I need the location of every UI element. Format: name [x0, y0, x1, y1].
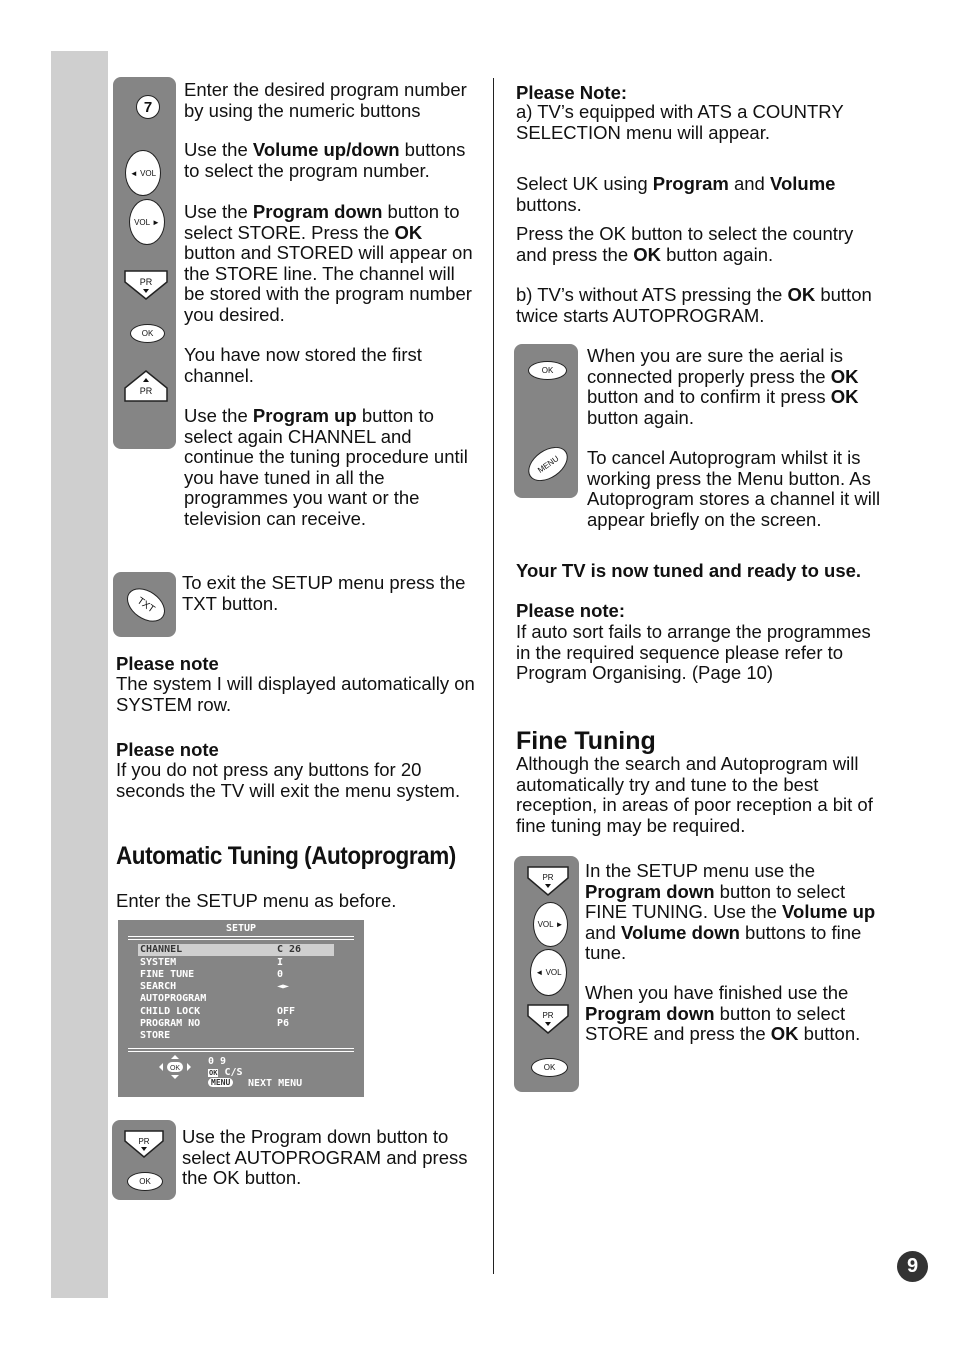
note2-text: If you do not press any buttons for 20 seconds the TV will exit the menu system. [116, 759, 461, 801]
step-program-number: Enter the desired program number by using the numeric buttons [184, 79, 467, 121]
osd-row-child-lock: CHILD LOCK OFF [140, 1006, 296, 1017]
note-ats-b: b) TV’s without ATS pressing the OK button twice starts AUTOPROGRAM. [516, 284, 872, 326]
osd-next-menu: NEXT MENU [248, 1078, 303, 1089]
osd-bottom-line-2 [128, 1051, 354, 1052]
step-program-up: Use the Program up button to select again CHANNEL and continue the tuning procedure until you have tuned in all the programmes you want or the television can receive. [184, 405, 468, 529]
autoprogram-instruction: Use the Program down button to select AUTOPROGRAM and press the OK button. [182, 1126, 468, 1188]
osd-row-store: STORE [140, 1030, 171, 1041]
osd-row-channel: CHANNEL C 26 [138, 944, 334, 956]
press-ok-text: Press the OK button to select the country and press the OK button again. [516, 223, 854, 265]
note-ats-title: Please Note: [516, 82, 628, 103]
osd-navigation-icon [158, 1054, 192, 1080]
svg-text:PR: PR [139, 277, 153, 287]
osd-row-fine-tune: FINE TUNE 0 [140, 969, 284, 980]
setup-menu-title: SETUP [225, 923, 257, 934]
osd-row-search: SEARCH ◄► [140, 981, 290, 992]
vol-left-button[interactable]: ◄ VOL [125, 150, 161, 196]
osd-menu-badge: MENU [208, 1078, 233, 1087]
osd-top-line [128, 936, 354, 937]
svg-text:PR: PR [138, 1137, 150, 1146]
select-uk-text: Select UK using Program and Volume buttons. [516, 173, 836, 215]
osd-row-system: SYSTEM I [140, 957, 284, 968]
vol-right-button-2[interactable]: VOL ► [533, 902, 568, 947]
note-ats-a: a) TV’s equipped with ATS a COUNTRY SELECTION menu will appear. [516, 101, 844, 143]
osd-ok-badge: OK [209, 1069, 218, 1077]
svg-text:PR: PR [139, 386, 153, 396]
note-autosort-text: If auto sort fails to arrange the programmes in the required sequence please refer to Program Organising. (Page 10) [516, 621, 871, 683]
osd-row-autoprogram: AUTOPROGRAM [140, 993, 207, 1004]
fine-tuning-intro: Although the search and Autoprogram will automatically try and tune to the best reception, in areas of poor reception a bit of fine tuning may be required. [516, 753, 873, 836]
aerial-text: When you are sure the aerial is connected properly press the OK button and to confirm it press OK button again. [587, 345, 859, 428]
note1-title: Please note [116, 653, 219, 674]
column-divider [493, 78, 494, 1274]
pr-up-button[interactable] [122, 368, 170, 404]
svg-text:OK: OK [169, 1065, 181, 1072]
ok-button-4[interactable]: OK [531, 1058, 568, 1077]
pr-down-button[interactable] [122, 268, 170, 302]
ok-button[interactable]: OK [130, 324, 165, 343]
tuned-ready-text: Your TV is now tuned and ready to use. [516, 560, 862, 581]
exit-setup-text: To exit the SETUP menu press the TXT button. [182, 572, 466, 614]
note2-title: Please note [116, 739, 219, 760]
autoprogram-intro: Enter the SETUP menu as before. [116, 890, 397, 911]
fine-tuning-heading: Fine Tuning [516, 727, 656, 755]
menu-button[interactable]: MENU [522, 440, 574, 488]
ok-button-3[interactable]: OK [528, 361, 567, 380]
page-number: 9 [897, 1251, 928, 1282]
osd-bottom-line [128, 1048, 354, 1049]
osd-cs: OK C/S [209, 1067, 243, 1078]
osd-top-line-2 [128, 939, 354, 940]
osd-row-program-no: PROGRAM NO P6 [140, 1018, 290, 1029]
osd-digits: 0 9 [208, 1056, 227, 1067]
svg-text:PR: PR [542, 1011, 554, 1020]
note1-text: The system I will displayed automatically on SYSTEM row. [116, 673, 475, 715]
pr-down-button-2[interactable] [122, 1128, 166, 1160]
seven-button[interactable]: 7 [136, 95, 160, 119]
fine-tuning-step1: In the SETUP menu use the Program down button to select FINE TUNING. Use the Volume up and Volume down buttons to fine tune. [585, 860, 876, 963]
step-volume: Use the Volume up/down buttons to select the program number. [184, 139, 466, 181]
pr-down-button-4[interactable] [525, 1002, 571, 1036]
ok-button-2[interactable]: OK [127, 1172, 163, 1191]
setup-menu-screen [118, 920, 364, 1097]
vol-right-button[interactable]: VOL ► [129, 199, 165, 245]
step-stored-first: You have now stored the first channel. [184, 344, 422, 386]
side-strip [51, 51, 108, 1298]
pr-down-button-3[interactable] [525, 864, 571, 898]
txt-button[interactable]: TXT [121, 581, 171, 628]
step-store: Use the Program down button to select STORE. Press the OK button and STORED will appear on the STORE line. The channel will be stored with the program number you desired. [184, 201, 473, 325]
fine-tuning-step2: When you have finished use the Program down button to select STORE and press the OK button. [585, 982, 861, 1044]
svg-text:PR: PR [542, 873, 554, 882]
cancel-autoprogram-text: To cancel Autoprogram whilst it is working press the Menu button. As Autoprogram stores a channel it will appear briefly on the screen. [587, 447, 881, 530]
note-autosort-title: Please note: [516, 600, 625, 621]
autoprogram-heading: Automatic Tuning (Autoprogram) [116, 842, 456, 870]
vol-left-button-2[interactable]: ◄ VOL [530, 949, 567, 996]
